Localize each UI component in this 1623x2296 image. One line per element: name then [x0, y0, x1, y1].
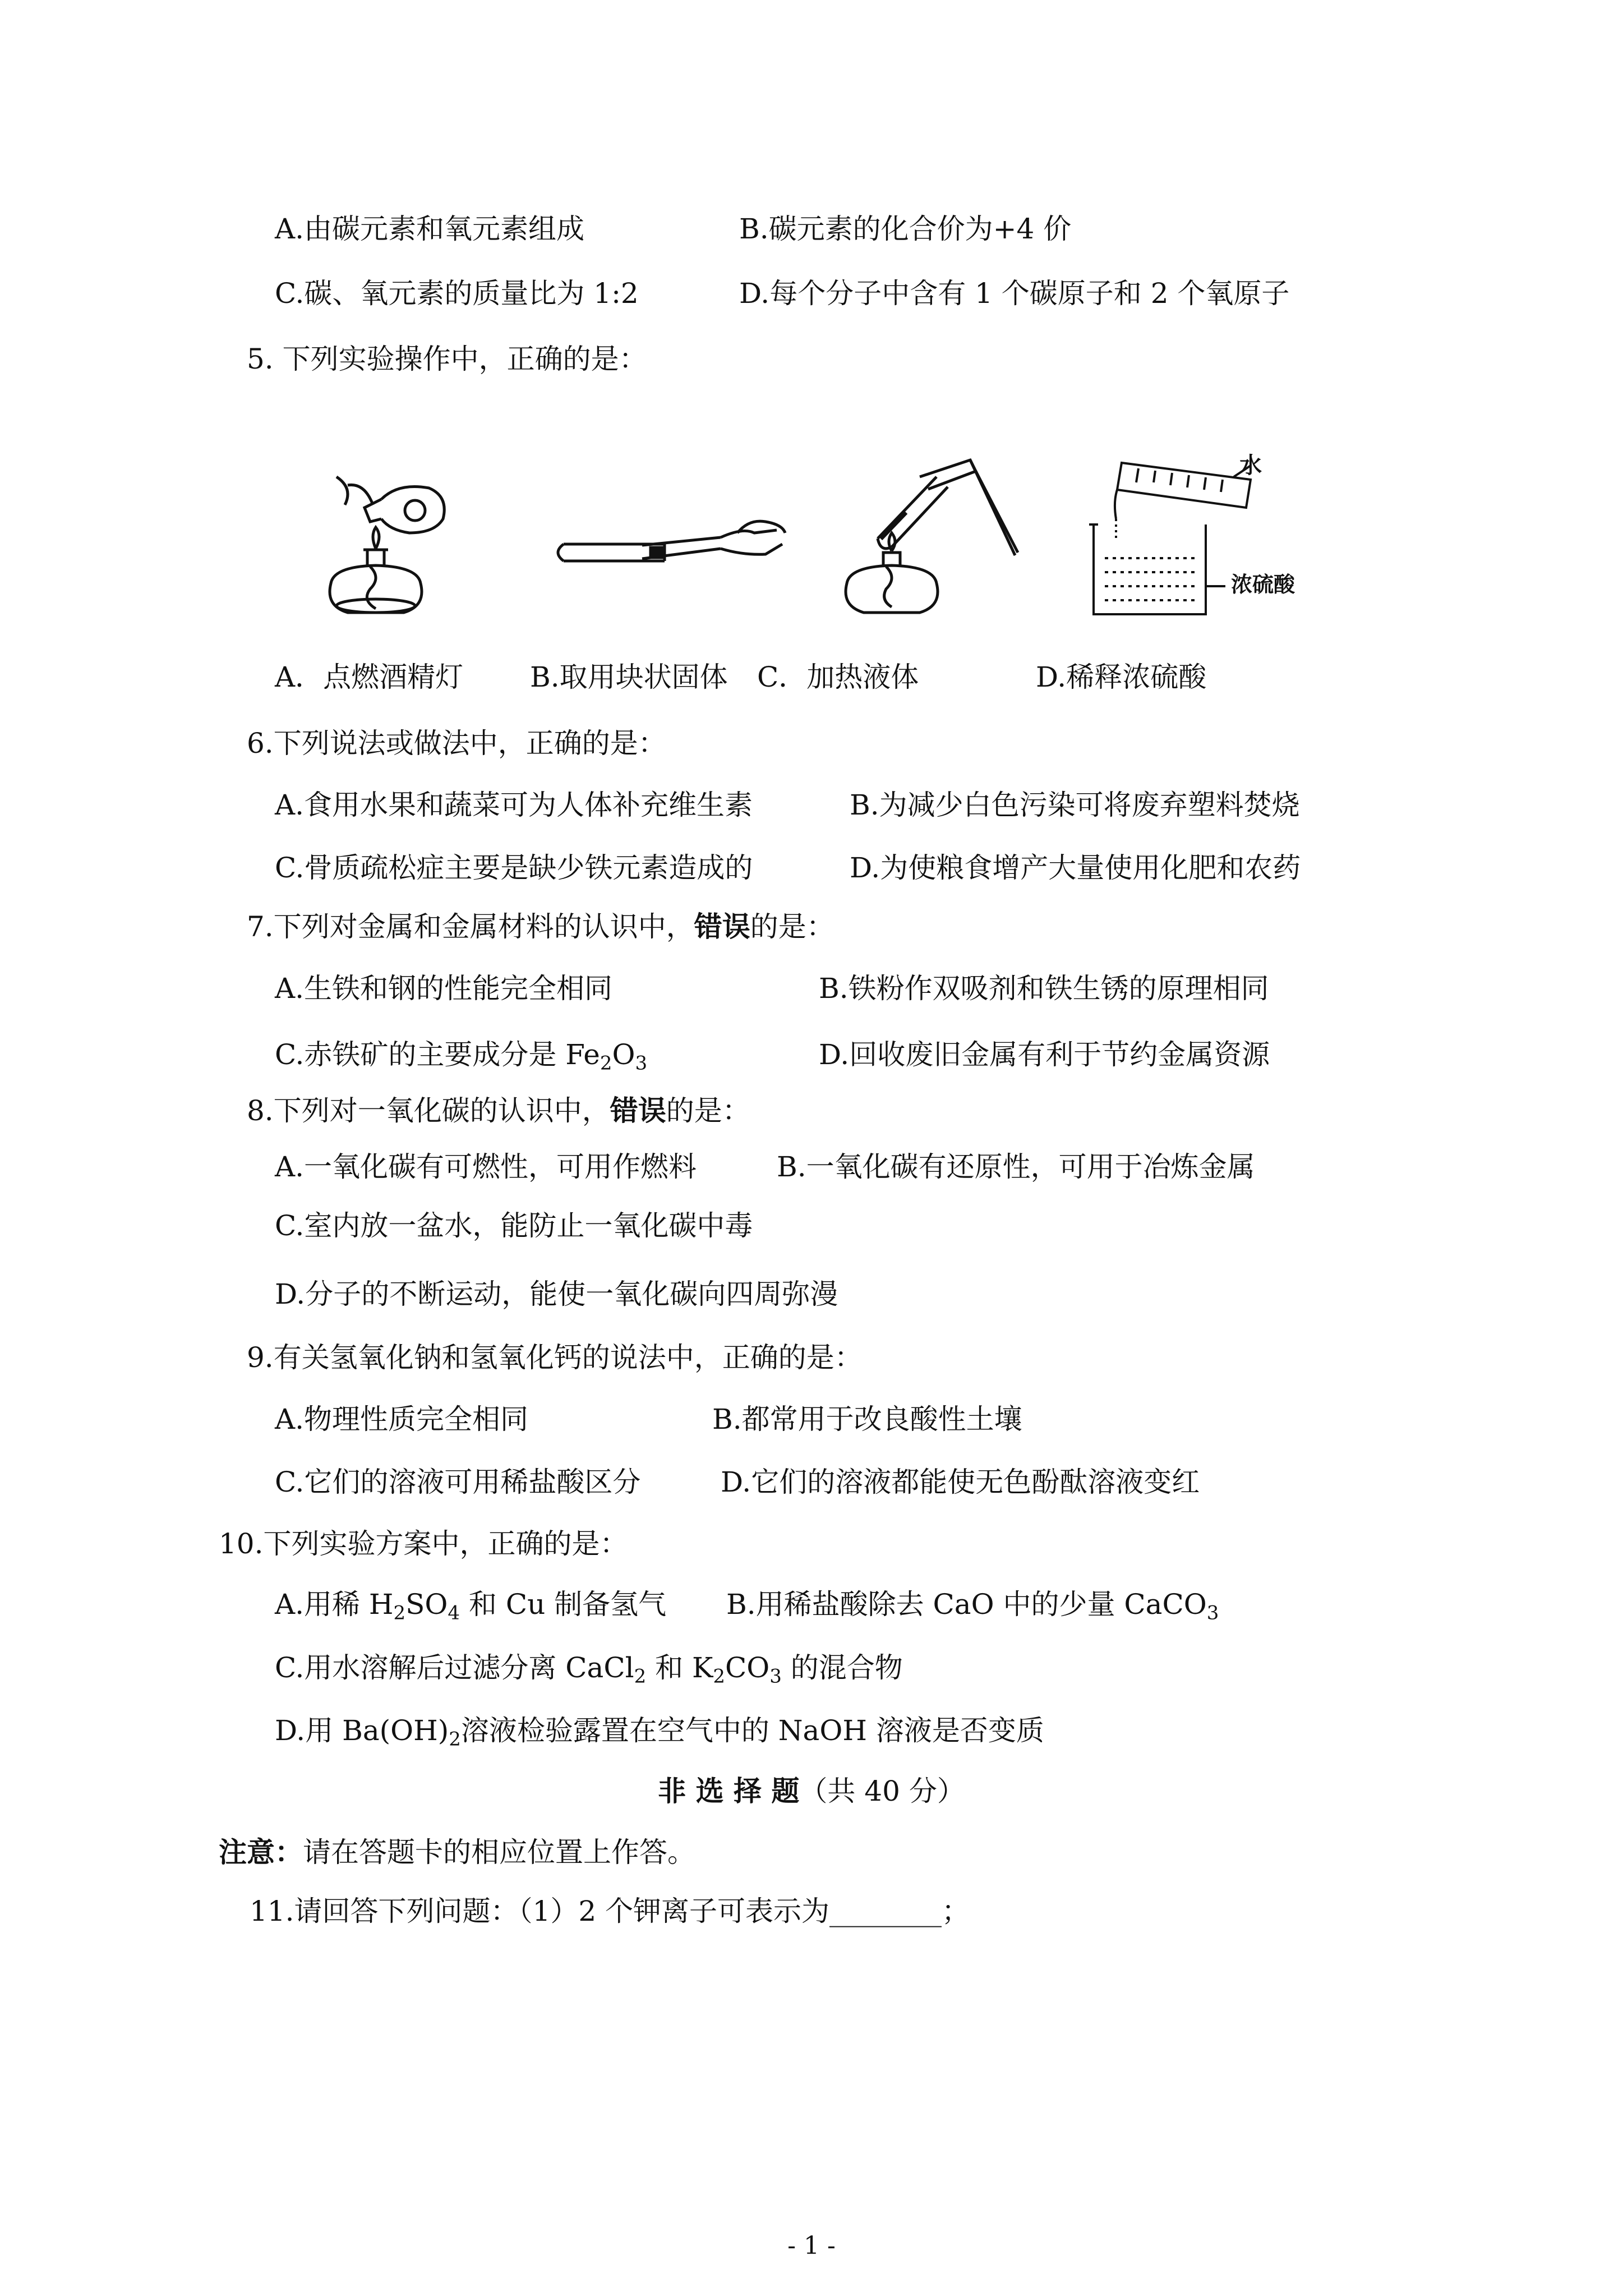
q7-option-c-text: C.赤铁矿的主要成分是 Fe [275, 1038, 600, 1071]
q10-c-t2: 和 K [646, 1651, 713, 1684]
q10-option-d [275, 1714, 1044, 1751]
q10-option-c [275, 1651, 903, 1688]
q7-option-c [275, 1038, 648, 1075]
q10-a-s2: 4 [448, 1602, 460, 1625]
q8-option-a: A.一氧化碳有可燃性，可用作燃料 [275, 1151, 697, 1183]
q4-option-a: A.由碳元素和氧元素组成 [275, 213, 585, 245]
q10-c-t3: CO [725, 1651, 770, 1684]
q4-option-b: B.碳元素的化合价为+4 价 [739, 213, 1072, 245]
q8-option-d: D.分子的不断运动，能使一氧化碳向四周弥漫 [275, 1278, 838, 1310]
q10-c-t1: C.用水溶解后过滤分离 CaCl [275, 1651, 634, 1684]
q10-a-s1: 2 [393, 1602, 406, 1625]
label-water: 水 [1239, 453, 1262, 478]
q10-c-s1: 2 [634, 1665, 647, 1688]
q7-stem-end: 的是： [750, 910, 834, 943]
figure-b-solid-tongs [552, 510, 788, 595]
q10-a-t2: SO [405, 1588, 448, 1621]
q9-option-b: B.都常用于改良酸性土壤 [712, 1403, 1022, 1435]
q8-stem-text: 8.下列对一氧化碳的认识中， [247, 1094, 610, 1127]
section-title-bold: 非 选 择 题 [658, 1775, 800, 1807]
q5-caption-a: A．点燃酒精灯 [275, 661, 464, 693]
q10-b-t1: B.用稀盐酸除去 CaO 中的少量 CaCO [726, 1588, 1207, 1621]
q9-stem: 9.有关氢氧化钠和氢氧化钙的说法中，正确的是： [247, 1341, 863, 1374]
q6-option-a: A.食用水果和蔬菜可为人体补充维生素 [275, 789, 753, 821]
q6-stem: 6.下列说法或做法中，正确的是： [247, 727, 666, 760]
q7-option-a: A.生铁和钢的性能完全相同 [275, 972, 613, 1005]
q8-stem [247, 1094, 750, 1128]
q10-c-s3: 3 [769, 1665, 782, 1688]
q9-option-a: A.物理性质完全相同 [275, 1403, 529, 1435]
q6-option-b: B.为减少白色污染可将废弃塑料焚烧 [850, 789, 1300, 821]
q7-stem-emphasis: 错误 [694, 910, 750, 943]
section-title-rest: （共 40 分） [799, 1775, 965, 1807]
q5-caption-b: B.取用块状固体 [530, 661, 728, 693]
q10-a-t3: 和 Cu 制备氢气 [460, 1588, 667, 1621]
q10-stem: 10.下列实验方案中，正确的是： [219, 1527, 628, 1560]
note-label: 注意： [219, 1836, 303, 1869]
q9-option-c: C.它们的溶液可用稀盐酸区分 [275, 1466, 641, 1498]
q10-d-s1: 2 [449, 1728, 461, 1751]
q10-c-s2: 2 [713, 1665, 725, 1688]
q5-caption-c: C．加热液体 [757, 661, 919, 693]
page-number: - 1 - [787, 2231, 836, 2260]
q10-c-t4: 的混合物 [781, 1651, 903, 1684]
section-title [0, 1774, 1623, 1808]
q6-option-c: C.骨质疏松症主要是缺少铁元素造成的 [275, 852, 753, 884]
q7-option-c-sub1: 2 [600, 1052, 612, 1075]
q11-stem: 11.请回答下列问题：（1）2 个钾离子可表示为________； [250, 1895, 970, 1927]
q7-option-c-sub2: 3 [635, 1052, 648, 1075]
q9-option-d: D.它们的溶液都能使无色酚酞溶液变红 [721, 1466, 1200, 1498]
figure-a-lighting-lamp [314, 466, 460, 623]
q7-stem [247, 910, 834, 944]
q10-b-s1: 3 [1206, 1602, 1219, 1625]
q8-option-b: B.一氧化碳有还原性，可用于冶炼金属 [777, 1151, 1255, 1183]
figure-c-heating-liquid [836, 454, 1021, 623]
q8-stem-emphasis: 错误 [610, 1094, 666, 1127]
q6-option-d: D.为使粮食增产大量使用化肥和农药 [850, 852, 1301, 884]
q7-stem-text: 7.下列对金属和金属材料的认识中， [247, 910, 694, 943]
q7-option-d: D.回收废旧金属有利于节约金属资源 [819, 1038, 1270, 1071]
q10-d-t2: 溶液检验露置在空气中的 NaOH 溶液是否变质 [460, 1714, 1044, 1747]
q4-option-d: D.每个分子中含有 1 个碳原子和 2 个氧原子 [739, 277, 1290, 310]
q10-a-t1: A.用稀 H [275, 1588, 394, 1621]
q8-option-c: C.室内放一盆水，能防止一氧化碳中毒 [275, 1209, 753, 1242]
q5-stem: 5. 下列实验操作中，正确的是： [247, 343, 647, 375]
q7-option-c-mid: O [612, 1038, 635, 1071]
q4-option-c: C.碳、氧元素的质量比为 1:2 [275, 277, 639, 310]
q10-d-t1: D.用 Ba(OH) [275, 1714, 449, 1747]
q8-stem-end: 的是： [666, 1094, 750, 1127]
note-text: 请在答题卡的相应位置上作答。 [303, 1836, 695, 1869]
q10-option-b [726, 1588, 1219, 1625]
note [219, 1835, 695, 1869]
q10-option-a [275, 1588, 667, 1625]
label-conc-acid: 浓硫酸 [1231, 572, 1295, 597]
q5-caption-d: D.稀释浓硫酸 [1036, 661, 1207, 693]
q7-option-b: B.铁粉作双吸剂和铁生锈的原理相同 [819, 972, 1269, 1005]
